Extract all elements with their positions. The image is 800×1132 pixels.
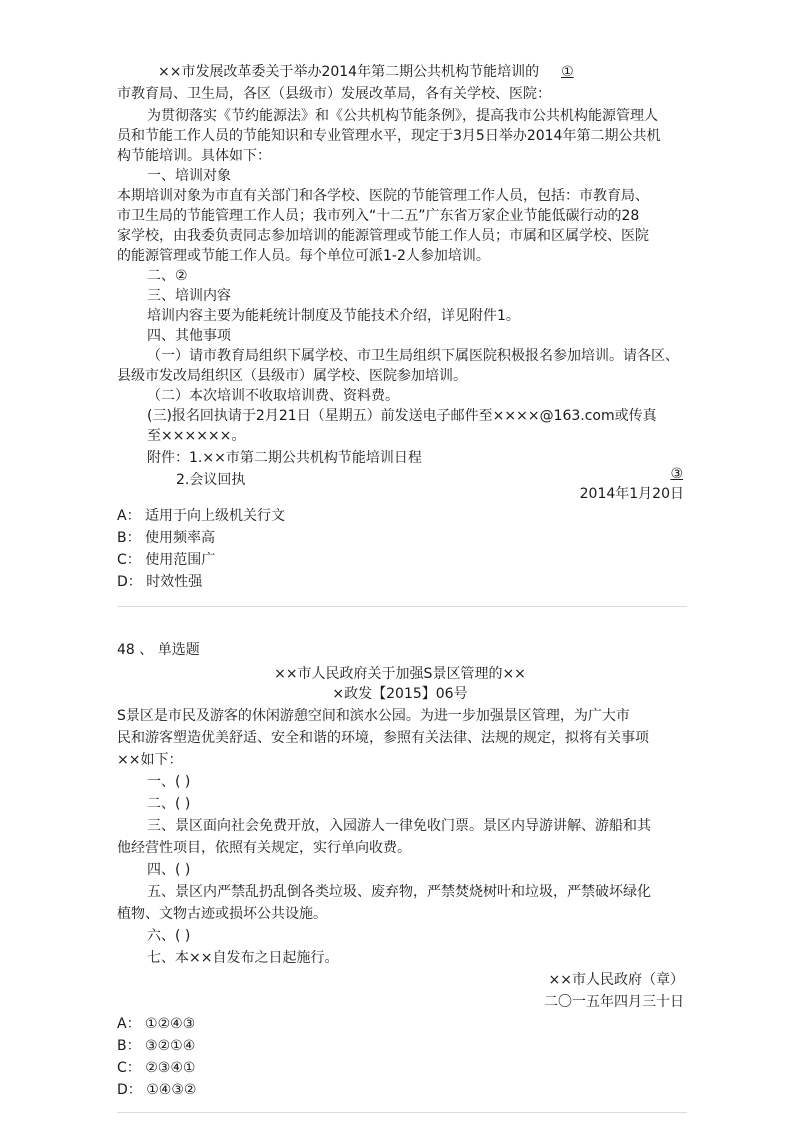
attachment-1: 附件：1.××市第二期公共机构节能培训日程 [147,450,422,466]
attachment-2: 2.会议回执 [176,472,246,488]
section-1-line4: 的能源管理或节能工作人员。每个单位可派1-2人参加培训。 [117,248,490,264]
section-1-line2: 市卫生局的节能管理工作人员；我市列入“十二五”广东省万家企业节能低碳行动的28 [117,208,640,224]
para1-line3: 构节能培训。具体如下： [117,148,271,164]
q48-intro-line3: ××如下： [117,752,183,768]
q48-item-5-line2: 植物、文物古迹或损坏公共设施。 [117,906,327,922]
title-blank: ① [561,64,574,80]
q48-item-3-line1: 三、景区面向社会免费开放，入园游人一律免收门票。景区内导游讲解、游船和其 [147,818,651,834]
section-3-body: 培训内容主要为能耗统计制度及节能技术介绍，详见附件1。 [147,308,520,324]
q47-option-d[interactable]: D： 时效性强 [117,574,203,590]
section-4-item1-line1: （一）请市教育局组织下属学校、市卫生局组织下属医院积极报名参加培训。请各区、 [147,348,679,364]
q48-intro-line1: S景区是市民及游客的休闲游憩空间和滨水公园。为进一步加强景区管理，为广大市 [117,708,630,724]
q48-item-3-line2: 他经营性项目，依照有关规定，实行单向收费。 [117,840,411,856]
q48-option-b[interactable]: B： ③②①④ [117,1038,196,1054]
recipients: 市教育局、卫生局，各区（县级市）发展改革局，各有关学校、医院： [117,86,551,102]
divider [117,606,687,607]
q48-signature: ××市人民政府（章） [548,972,684,988]
section-4-item3-line1: (三)报名回执请于2月21日（星期五）前发送电子邮件至××××@163.com或传真 [147,408,657,424]
q48-option-d[interactable]: D： ①④③② [117,1082,197,1098]
section-2-heading: 二、② [147,268,188,284]
q48-option-a[interactable]: A： ①②④③ [117,1016,196,1032]
q48-item-5-line1: 五、景区内严禁乱扔乱倒各类垃圾、废弃物，严禁焚烧树叶和垃圾，严禁破坏绿化 [147,884,651,900]
q48-item-1: 一、( ) [147,774,191,790]
section-4-item2: （二）本次培训不收取培训费、资料费。 [147,388,399,404]
q48-title-line1: ××市人民政府关于加强S景区管理的×× [274,666,526,682]
q47-option-c[interactable]: C： 使用范围广 [117,552,216,568]
section-1-heading: 一、培训对象 [147,168,231,184]
para1-line2: 员和节能工作人员的节能知识和专业管理水平，现定于3月5日举办2014年第二期公共机 [117,128,661,144]
q48-item-4: 四、( ) [147,862,191,878]
q48-item-2: 二、( ) [147,796,191,812]
para1-line1: 为贯彻落实《节约能源法》和《公共机构节能条例》，提高我市公共机构能源管理人 [147,108,658,124]
q48-intro-line2: 民和游客塑造优美舒适、安全和谐的环境，参照有关法律、法规的规定，拟将有关事项 [117,730,649,746]
q48-title-line2: ×政发【2015】06号 [332,686,468,702]
q48-item-7: 七、本××自发布之日起施行。 [147,950,339,966]
doc-title: ××市发展改革委关于举办2014年第二期公共机构节能培训的 ① [158,64,574,80]
q48-date: 二〇一五年四月三十日 [544,994,684,1010]
q48-header: 48 、 单选题 [117,642,200,658]
section-3-heading: 三、培训内容 [147,288,231,304]
q48-option-c[interactable]: C： ②③④① [117,1060,196,1076]
doc-date-visible: 2014年1月20日 [579,486,684,502]
section-4-item3-line2: 至××××××。 [147,428,246,444]
q48-item-6: 六、( ) [147,928,191,944]
q47-option-a[interactable]: A： 适用于向上级机关行文 [117,508,286,524]
section-1-line3: 家学校，由我委负责同志参加培训的能源管理或节能工作人员；市属和区属学校、医院 [117,228,649,244]
q47-option-b[interactable]: B： 使用频率高 [117,530,216,546]
signature-blank: ③ [670,466,683,482]
section-1-line1: 本期培训对象为市直有关部门和各学校、医院的节能管理工作人员，包括：市教育局、 [117,188,649,204]
section-4-item1-line2: 县级市发改局组织区（县级市）属学校、医院参加培训。 [117,368,467,384]
divider-bottom [117,1112,687,1113]
section-4-heading: 四、其他事项 [147,328,231,344]
